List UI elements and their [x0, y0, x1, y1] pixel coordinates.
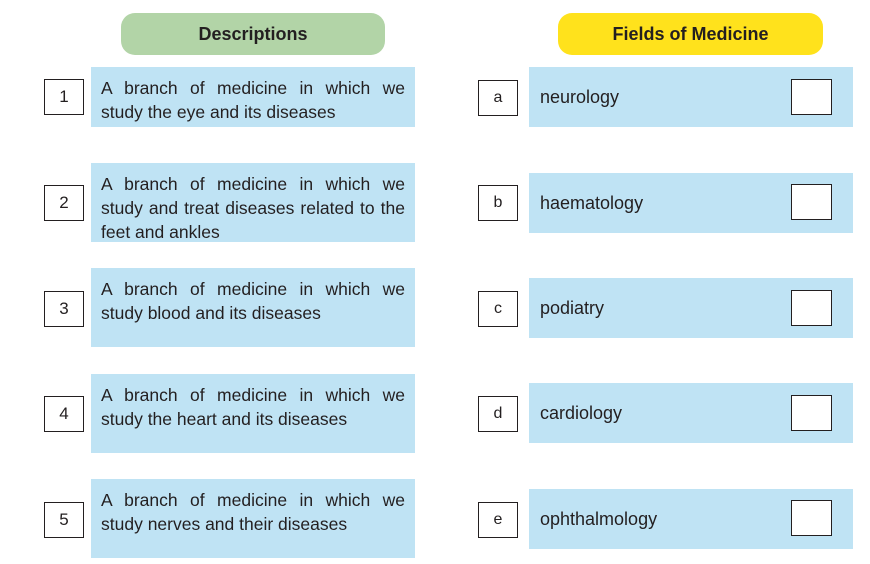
field-name: ophthalmology [529, 489, 853, 549]
field-letter: e [478, 502, 518, 538]
descriptions-header: Descriptions [121, 13, 385, 55]
description-number: 3 [44, 291, 84, 327]
field-letter: a [478, 80, 518, 116]
description-text: A branch of medicine in which we study nerves and their diseases [91, 479, 415, 558]
fields-of-medicine-header: Fields of Medicine [558, 13, 823, 55]
description-number: 1 [44, 79, 84, 115]
answer-box[interactable] [791, 500, 832, 536]
answer-box[interactable] [791, 184, 832, 220]
answer-box[interactable] [791, 79, 832, 115]
description-number: 4 [44, 396, 84, 432]
description-number: 5 [44, 502, 84, 538]
answer-box[interactable] [791, 290, 832, 326]
field-name: haematology [529, 173, 853, 233]
description-text: A branch of medicine in which we study and treat diseases related to the feet and ankles [91, 163, 415, 242]
field-letter: d [478, 396, 518, 432]
description-text: A branch of medicine in which we study blood and its diseases [91, 268, 415, 347]
field-letter: b [478, 185, 518, 221]
answer-box[interactable] [791, 395, 832, 431]
field-name: podiatry [529, 278, 853, 338]
field-letter: c [478, 291, 518, 327]
description-text: A branch of medicine in which we study the heart and its diseases [91, 374, 415, 453]
description-text: A branch of medicine in which we study the eye and its diseases [91, 67, 415, 127]
field-name: cardiology [529, 383, 853, 443]
description-number: 2 [44, 185, 84, 221]
field-name: neurology [529, 67, 853, 127]
